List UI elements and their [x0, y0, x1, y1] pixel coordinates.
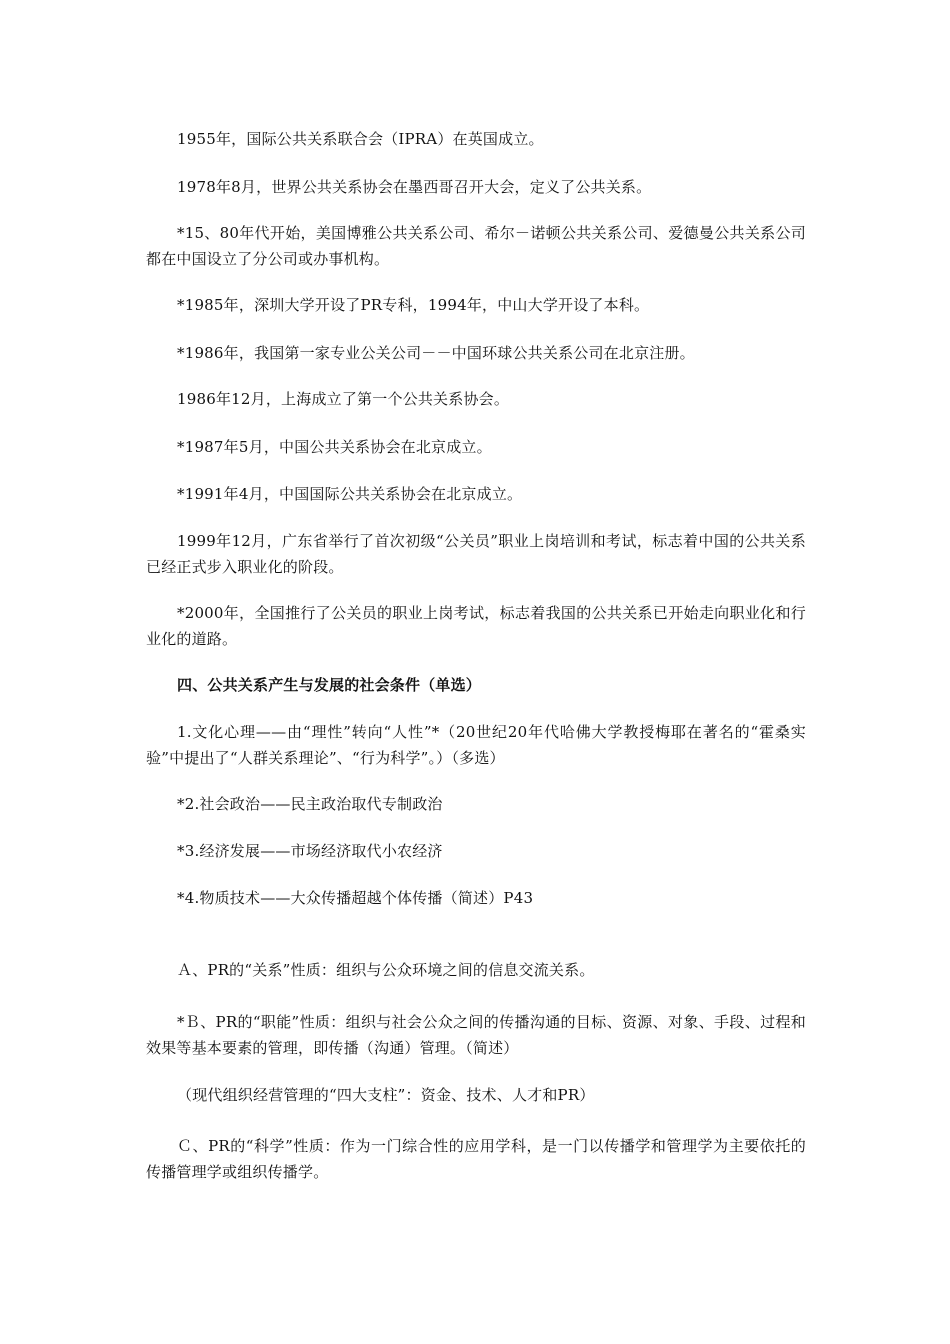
paragraph-1987-association: *1987年5月，中国公共关系协会在北京成立。 [177, 438, 492, 456]
paragraph-1986-first-company: *1986年，我国第一家专业公关公司－－中国环球公共关系公司在北京注册。 [177, 344, 695, 362]
condition-politics: *2.社会政治——民主政治取代专制政治 [177, 795, 443, 813]
property-science: Ｃ、PR的“科学”性质：作为一门综合性的应用学科，是一门以传播学和管理学为主要依托的传播管理学或组织传播学。 [146, 1137, 806, 1181]
paragraph-1985-shenzhen: *1985年，深圳大学开设了PR专科，1994年，中山大学开设了本科。 [177, 296, 650, 314]
section-heading: 四、公共关系产生与发展的社会条件（单选） [177, 676, 482, 694]
condition-culture: 1.文化心理——由“理性”转向“人性”*（20世纪20年代哈佛大学教授梅耶在著名的“霍桑实验”中提出了“人群关系理论”、“行为科学”。）（多选） [146, 723, 806, 767]
paragraph-ipra-1955: 1955年，国际公共关系联合会（IPRA）在英国成立。 [177, 130, 544, 148]
condition-technology: *4.物质技术——大众传播超越个体传播（简述）P43 [177, 889, 534, 907]
property-relation: Ａ、PR的“关系”性质：组织与公众环境之间的信息交流关系。 [177, 961, 595, 979]
property-four-pillars: （现代组织经营管理的“四大支柱”：资金、技术、人才和PR） [177, 1086, 595, 1104]
paragraph-1978-definition: 1978年8月，世界公共关系协会在墨西哥召开大会，定义了公共关系。 [177, 178, 652, 196]
paragraph-2000-exam: *2000年，全国推行了公关员的职业上岗考试，标志着我国的公共关系已开始走向职业化和行业化的道路。 [146, 604, 806, 648]
condition-economy: *3.经济发展——市场经济取代小农经济 [177, 842, 443, 860]
paragraph-1986-shanghai: 1986年12月，上海成立了第一个公共关系协会。 [177, 390, 510, 408]
paragraph-80s-companies: *15、80年代开始，美国博雅公共关系公司、希尔－诺顿公共关系公司、爱德曼公共关系公司都在中国设立了分公司或办事机构。 [146, 224, 806, 268]
paragraph-1991-international: *1991年4月，中国国际公共关系协会在北京成立。 [177, 485, 523, 503]
property-function: *Ｂ、PR的“职能”性质：组织与社会公众之间的传播沟通的目标、资源、对象、手段、过程和效果等基本要素的管理，即传播（沟通）管理。（简述） [146, 1013, 806, 1057]
paragraph-1999-guangdong: 1999年12月，广东省举行了首次初级“公关员”职业上岗培训和考试，标志着中国的公共关系已经正式步入职业化的阶段。 [146, 532, 806, 576]
